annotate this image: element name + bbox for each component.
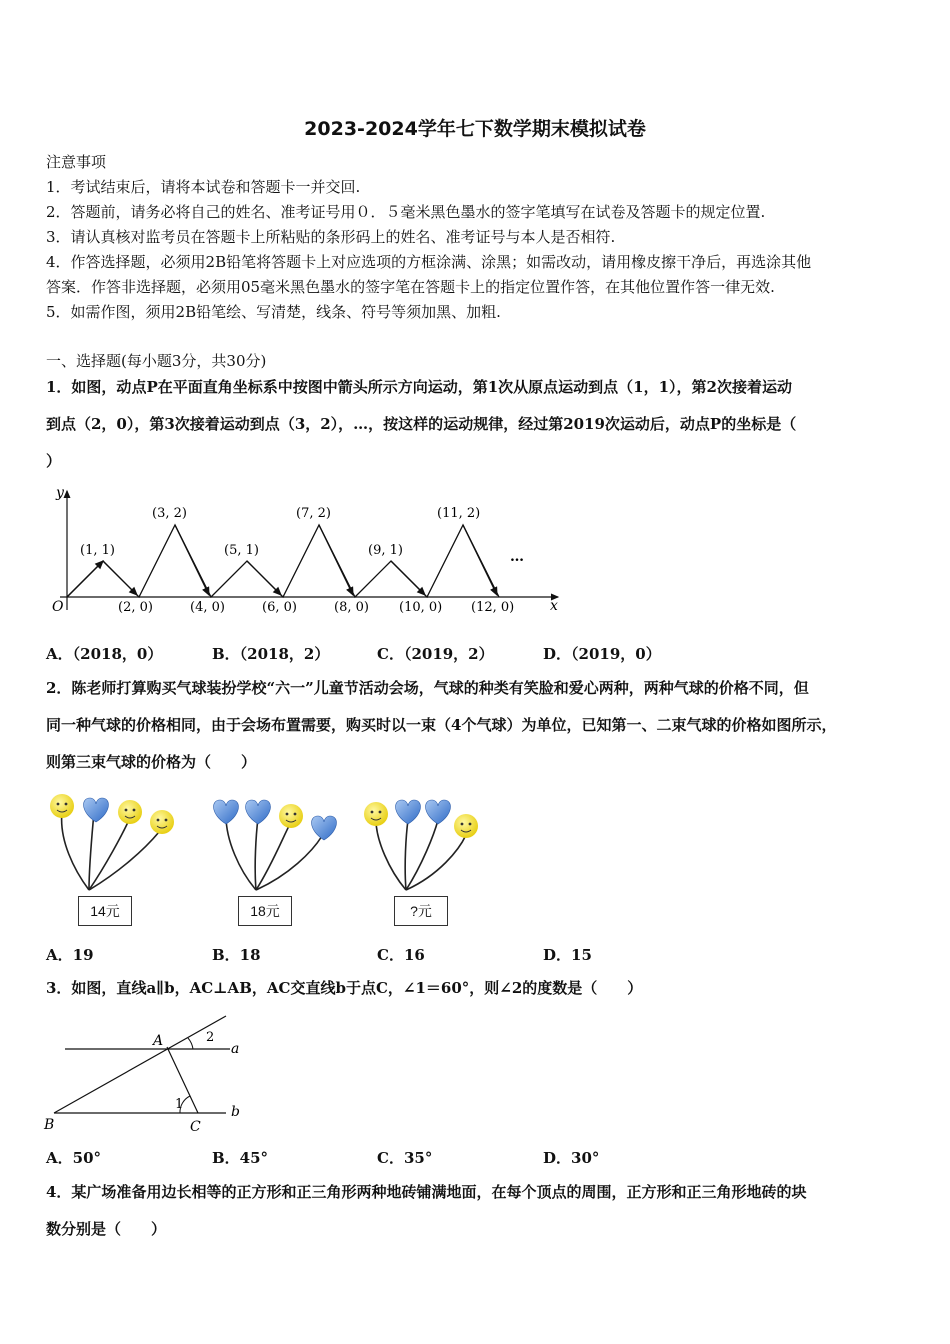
line-ab-ray	[54, 1016, 226, 1113]
notice-line: 2．答题前，请务必将自己的姓名、准考证号用０．５毫米黑色墨水的签字笔填写在试卷及答题卡的规定位置.	[46, 203, 766, 221]
peak-label: (9, 1)	[368, 543, 403, 558]
q1-text: ）	[46, 452, 62, 470]
path-arrow	[175, 525, 209, 595]
line-a-label: a	[231, 1041, 240, 1057]
path-arrow	[103, 561, 137, 595]
notice-line: 3．请认真核对监考员在答题卡上所粘贴的条形码上的姓名、准考证号与本人是否相符.	[46, 228, 616, 246]
peak-label: (1, 1)	[80, 543, 115, 558]
path-arrow	[67, 561, 103, 597]
q2-text: 则第三束气球的价格为（ ）	[46, 753, 257, 771]
ellipsis: …	[510, 549, 524, 565]
point-b-label: B	[44, 1117, 55, 1133]
origin-label: O	[52, 599, 64, 615]
notice-line: 5．如需作图，须用2B铅笔绘、写清楚，线条、符号等须加黑、加粗.	[46, 303, 501, 321]
q2-option-d[interactable]: D．15	[543, 946, 592, 964]
path-arrow	[247, 561, 281, 595]
q4-text: 4．某广场准备用边长相等的正方形和正三角形两种地砖铺满地面，在每个顶点的周围，正方形和正三角形地砖的块	[46, 1183, 807, 1201]
page-title: 2023-2024学年七下数学期末模拟试卷	[304, 118, 646, 140]
angle-1-label: 1	[175, 1097, 184, 1112]
angle-2-label: 2	[206, 1030, 215, 1045]
q1-option-a[interactable]: A．（2018，0）	[46, 645, 163, 663]
q1-option-b[interactable]: B．（2018，2）	[212, 645, 330, 663]
angle-2-arc	[188, 1038, 193, 1049]
q2-option-c[interactable]: C．16	[377, 946, 425, 964]
q1-option-d[interactable]: D．（2019，0）	[543, 645, 661, 663]
peak-label: (7, 2)	[296, 506, 331, 521]
path-arrow	[391, 561, 425, 595]
line-b-label: b	[231, 1104, 240, 1120]
price-tag-3: ?元	[394, 896, 448, 926]
point-a-label: A	[153, 1033, 164, 1049]
path-arrow	[319, 525, 353, 595]
base-label: (4, 0)	[190, 600, 225, 615]
base-label: (2, 0)	[118, 600, 153, 615]
price-tag-2: 18元	[238, 896, 292, 926]
q3-text: 3．如图，直线a∥b，AC⊥AB，AC交直线b于点C，∠1＝60°，则∠2的度数是（ ）	[46, 979, 643, 997]
q1-zigzag-figure	[40, 485, 570, 620]
q2-text: 2．陈老师打算购买气球装扮学校“六一”儿童节活动会场，气球的种类有笑脸和爱心两种，两种气球的价格不同，但	[46, 679, 809, 697]
base-label: (6, 0)	[262, 600, 297, 615]
path-arrow	[463, 525, 497, 595]
q3-option-b[interactable]: B．45°	[212, 1149, 269, 1167]
peak-label: (5, 1)	[224, 543, 259, 558]
balloon-bundle-2	[214, 800, 337, 890]
peak-label: (3, 2)	[152, 506, 187, 521]
q4-text: 数分别是（ ）	[46, 1220, 167, 1238]
q3-geometry-figure	[40, 1008, 260, 1136]
zigzag-path	[67, 525, 499, 597]
price-tag-1: 14元	[78, 896, 132, 926]
q2-text: 同一种气球的价格相同，由于会场布置需要，购买时以一束（4个气球）为单位，已知第一、二束气球的价格如图所示，	[46, 716, 837, 734]
balloon-bundle-3	[364, 800, 478, 890]
q3-option-a[interactable]: A．50°	[46, 1149, 102, 1167]
q1-text: 1．如图，动点P在平面直角坐标系中按图中箭头所示方向运动，第1次从原点运动到点（1，1），第2次接着运动	[46, 378, 792, 396]
q1-text: 到点（2，0），第3次接着运动到点（3，2），…，按这样的运动规律，经过第2019次运动后，动点P的坐标是（	[46, 415, 797, 433]
axis-y-label: y	[56, 485, 64, 501]
notice-line: 4．作答选择题，必须用2B铅笔将答题卡上对应选项的方框涂满、涂黑；如需改动，请用橡皮擦干净后，再选涂其他	[46, 253, 812, 271]
base-label: (8, 0)	[334, 600, 369, 615]
base-label: (12, 0)	[471, 600, 515, 615]
balloon-bundle-1	[50, 794, 174, 890]
point-c-label: C	[190, 1119, 201, 1135]
notice-heading: 注意事项	[46, 153, 107, 171]
q3-option-d[interactable]: D．30°	[543, 1149, 600, 1167]
axis-x-label: x	[550, 598, 558, 614]
peak-label: (11, 2)	[437, 506, 481, 521]
base-label: (10, 0)	[399, 600, 443, 615]
q3-option-c[interactable]: C．35°	[377, 1149, 433, 1167]
notice-line: 1．考试结束后，请将本试卷和答题卡一并交回.	[46, 178, 361, 196]
notice-line: 答案．作答非选择题，必须用05毫米黑色墨水的签字笔在答题卡上的指定位置作答，在其他位置作答一律无效.	[46, 278, 775, 296]
q2-option-a[interactable]: A．19	[46, 946, 94, 964]
section-heading: 一、选择题(每小题3分，共30分)	[46, 352, 267, 370]
q2-option-b[interactable]: B．18	[212, 946, 261, 964]
q1-option-c[interactable]: C．（2019，2）	[377, 645, 494, 663]
